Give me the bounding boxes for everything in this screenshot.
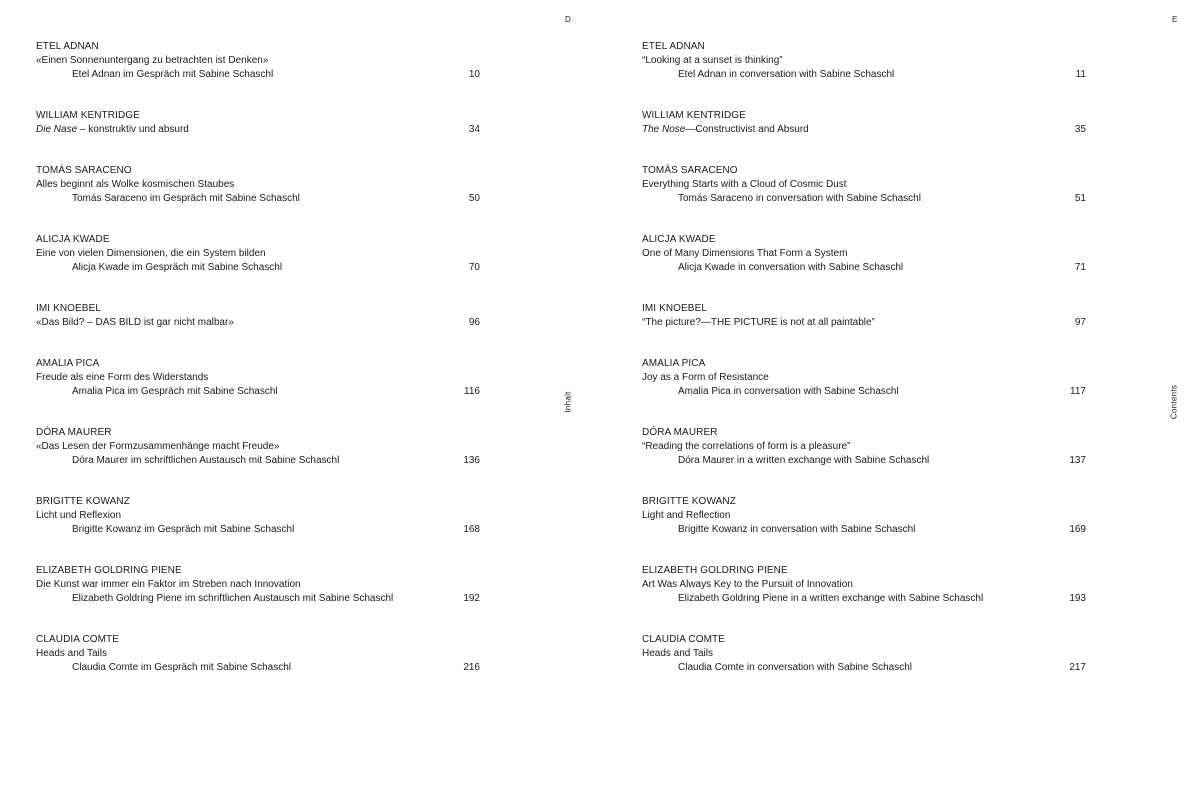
page-number: 169	[1069, 524, 1086, 535]
page-number: 192	[463, 593, 480, 604]
artist-name: AMALIA PICA	[36, 358, 100, 369]
toc-entry[interactable]	[36, 426, 480, 468]
artist-name: ALICJA KWADE	[642, 234, 716, 245]
artist-name: WILLIAM KENTRIDGE	[642, 110, 746, 121]
entry-subtitle: Elizabeth Goldring Piene in a written exchange with Sabine Schaschl	[678, 593, 984, 604]
artist-name: BRIGITTE KOWANZ	[642, 496, 736, 507]
artist-name: ETEL ADNAN	[36, 41, 99, 52]
side-label: Contents	[1169, 384, 1179, 420]
toc-entry[interactable]	[642, 164, 1086, 206]
entry-subtitle: Claudia Comte in conversation with Sabine Schaschl	[678, 662, 913, 673]
toc-entry[interactable]	[642, 40, 1086, 82]
entry-title: Alles beginnt als Wolke kosmischen Staubes	[36, 179, 235, 190]
page-number: 10	[468, 69, 480, 80]
artist-name: DÓRA MAURER	[642, 427, 718, 438]
artist-name: ELIZABETH GOLDRING PIENE	[36, 565, 182, 576]
toc-entry[interactable]	[36, 495, 480, 537]
entry-subtitle: Alicja Kwade in conversation with Sabine Schaschl	[678, 262, 904, 273]
entry-title: Heads and Tails	[642, 648, 713, 659]
entry-title: «Einen Sonnenuntergang zu betrachten ist Denken»	[36, 55, 269, 66]
entry-title: “Looking at a sunset is thinking”	[642, 55, 783, 66]
artist-name: ELIZABETH GOLDRING PIENE	[642, 565, 788, 576]
artist-name: BRIGITTE KOWANZ	[36, 496, 130, 507]
entry-title: Joy as a Form of Resistance	[642, 372, 769, 383]
page-number: 71	[1074, 262, 1086, 273]
entry-title: Freude als eine Form des Widerstands	[36, 372, 209, 383]
artist-name: IMI KNOEBEL	[642, 303, 708, 314]
entry-subtitle: Amalia Pica in conversation with Sabine Schaschl	[678, 386, 899, 397]
artist-name: ETEL ADNAN	[642, 41, 705, 52]
artist-name: TOMÁS SARACENO	[36, 165, 132, 176]
page-number: 193	[1069, 593, 1086, 604]
entry-title	[642, 123, 1086, 137]
page-number: 50	[468, 193, 480, 204]
entry-title-italic: The Nose	[642, 124, 686, 135]
page-number: 34	[468, 124, 480, 135]
entry-title-italic: Die Nase	[36, 124, 78, 135]
page-number: 97	[1074, 317, 1086, 328]
artist-name: WILLIAM KENTRIDGE	[36, 110, 140, 121]
toc-entry[interactable]	[36, 40, 480, 82]
page-number: 168	[463, 524, 480, 535]
entry-title	[36, 123, 480, 137]
page-number: 35	[1074, 124, 1086, 135]
page-number: 11	[1075, 69, 1086, 80]
entry-subtitle: Elizabeth Goldring Piene im schriftlichen Austausch mit Sabine Schaschl	[72, 593, 394, 604]
toc-entry[interactable]	[642, 302, 1086, 330]
entry-subtitle: Dóra Maurer im schriftlichen Austausch mit Sabine Schaschl	[72, 455, 340, 466]
artist-name: CLAUDIA COMTE	[642, 634, 725, 645]
page-number: 96	[468, 317, 480, 328]
artist-name: ALICJA KWADE	[36, 234, 110, 245]
page-number: 116	[464, 386, 480, 397]
entry-subtitle: Brigitte Kowanz in conversation with Sabine Schaschl	[678, 524, 916, 535]
entry-title-rest: —Constructivist and Absurd	[685, 124, 809, 135]
page-number: 217	[1069, 662, 1086, 673]
table-of-contents-english	[642, 40, 1086, 702]
toc-entry[interactable]	[642, 426, 1086, 468]
page-number: 137	[1069, 455, 1086, 466]
toc-entry[interactable]	[642, 633, 1086, 675]
entry-subtitle: Etel Adnan in conversation with Sabine Schaschl	[678, 69, 895, 80]
right-page	[606, 0, 1200, 810]
page-number: 51	[1074, 193, 1086, 204]
artist-name: DÓRA MAURER	[36, 427, 112, 438]
page-number: 136	[463, 455, 480, 466]
toc-entry[interactable]	[36, 633, 480, 675]
entry-title: One of Many Dimensions That Form a System	[642, 248, 848, 259]
entry-subtitle: Etel Adnan im Gespräch mit Sabine Schaschl	[72, 69, 274, 80]
toc-entry[interactable]	[642, 357, 1086, 399]
page-letter: D	[565, 15, 572, 24]
toc-entry[interactable]	[36, 357, 480, 399]
artist-name: CLAUDIA COMTE	[36, 634, 119, 645]
entry-subtitle: Dóra Maurer in a written exchange with Sabine Schaschl	[678, 455, 930, 466]
artist-name: AMALIA PICA	[642, 358, 706, 369]
toc-entry[interactable]	[36, 302, 480, 330]
entry-title: «Das Lesen der Formzusammenhänge macht Freude»	[36, 441, 280, 452]
entry-title: “Reading the correlations of form is a pleasure”	[642, 441, 851, 452]
entry-title: Everything Starts with a Cloud of Cosmic Dust	[642, 179, 847, 190]
page-letter: E	[1172, 15, 1178, 24]
page-number: 70	[468, 262, 480, 273]
page-number: 216	[463, 662, 480, 673]
entry-title: Light and Reflection	[642, 510, 731, 521]
page-number: 117	[1070, 386, 1086, 397]
toc-entry[interactable]	[642, 495, 1086, 537]
entry-subtitle: Brigitte Kowanz im Gespräch mit Sabine Schaschl	[72, 524, 295, 535]
toc-entry[interactable]	[642, 109, 1086, 137]
entry-title: «Das Bild? – DAS BILD ist gar nicht malbar»	[36, 317, 234, 328]
toc-entry[interactable]	[642, 233, 1086, 275]
entry-subtitle: Tomás Saraceno in conversation with Sabine Schaschl	[678, 193, 921, 204]
toc-entry[interactable]	[36, 233, 480, 275]
entry-title-rest: – konstruktiv und absurd	[77, 124, 189, 135]
entry-title: Die Kunst war immer ein Faktor im Streben nach Innovation	[36, 579, 301, 590]
toc-entry[interactable]	[642, 564, 1086, 606]
entry-subtitle: Tomás Saraceno im Gespräch mit Sabine Schaschl	[72, 193, 300, 204]
entry-title: Art Was Always Key to the Pursuit of Innovation	[642, 579, 853, 590]
entry-title: “The picture?—THE PICTURE is not at all paintable”	[642, 317, 875, 328]
artist-name: TOMÁS SARACENO	[642, 165, 738, 176]
toc-entry[interactable]	[36, 564, 480, 606]
entry-subtitle: Amalia Pica im Gespräch mit Sabine Schaschl	[72, 386, 278, 397]
entry-subtitle: Claudia Comte im Gespräch mit Sabine Schaschl	[72, 662, 291, 673]
entry-title: Licht und Reflexion	[36, 510, 122, 521]
table-of-contents-german	[36, 40, 480, 702]
side-label: Inhalt	[563, 391, 573, 413]
entry-subtitle: Alicja Kwade im Gespräch mit Sabine Schaschl	[72, 262, 283, 273]
toc-entry[interactable]	[36, 164, 480, 206]
artist-name: IMI KNOEBEL	[36, 303, 102, 314]
entry-title: Heads and Tails	[36, 648, 107, 659]
entry-title: Eine von vielen Dimensionen, die ein System bilden	[36, 248, 266, 259]
toc-entry[interactable]	[36, 109, 480, 137]
